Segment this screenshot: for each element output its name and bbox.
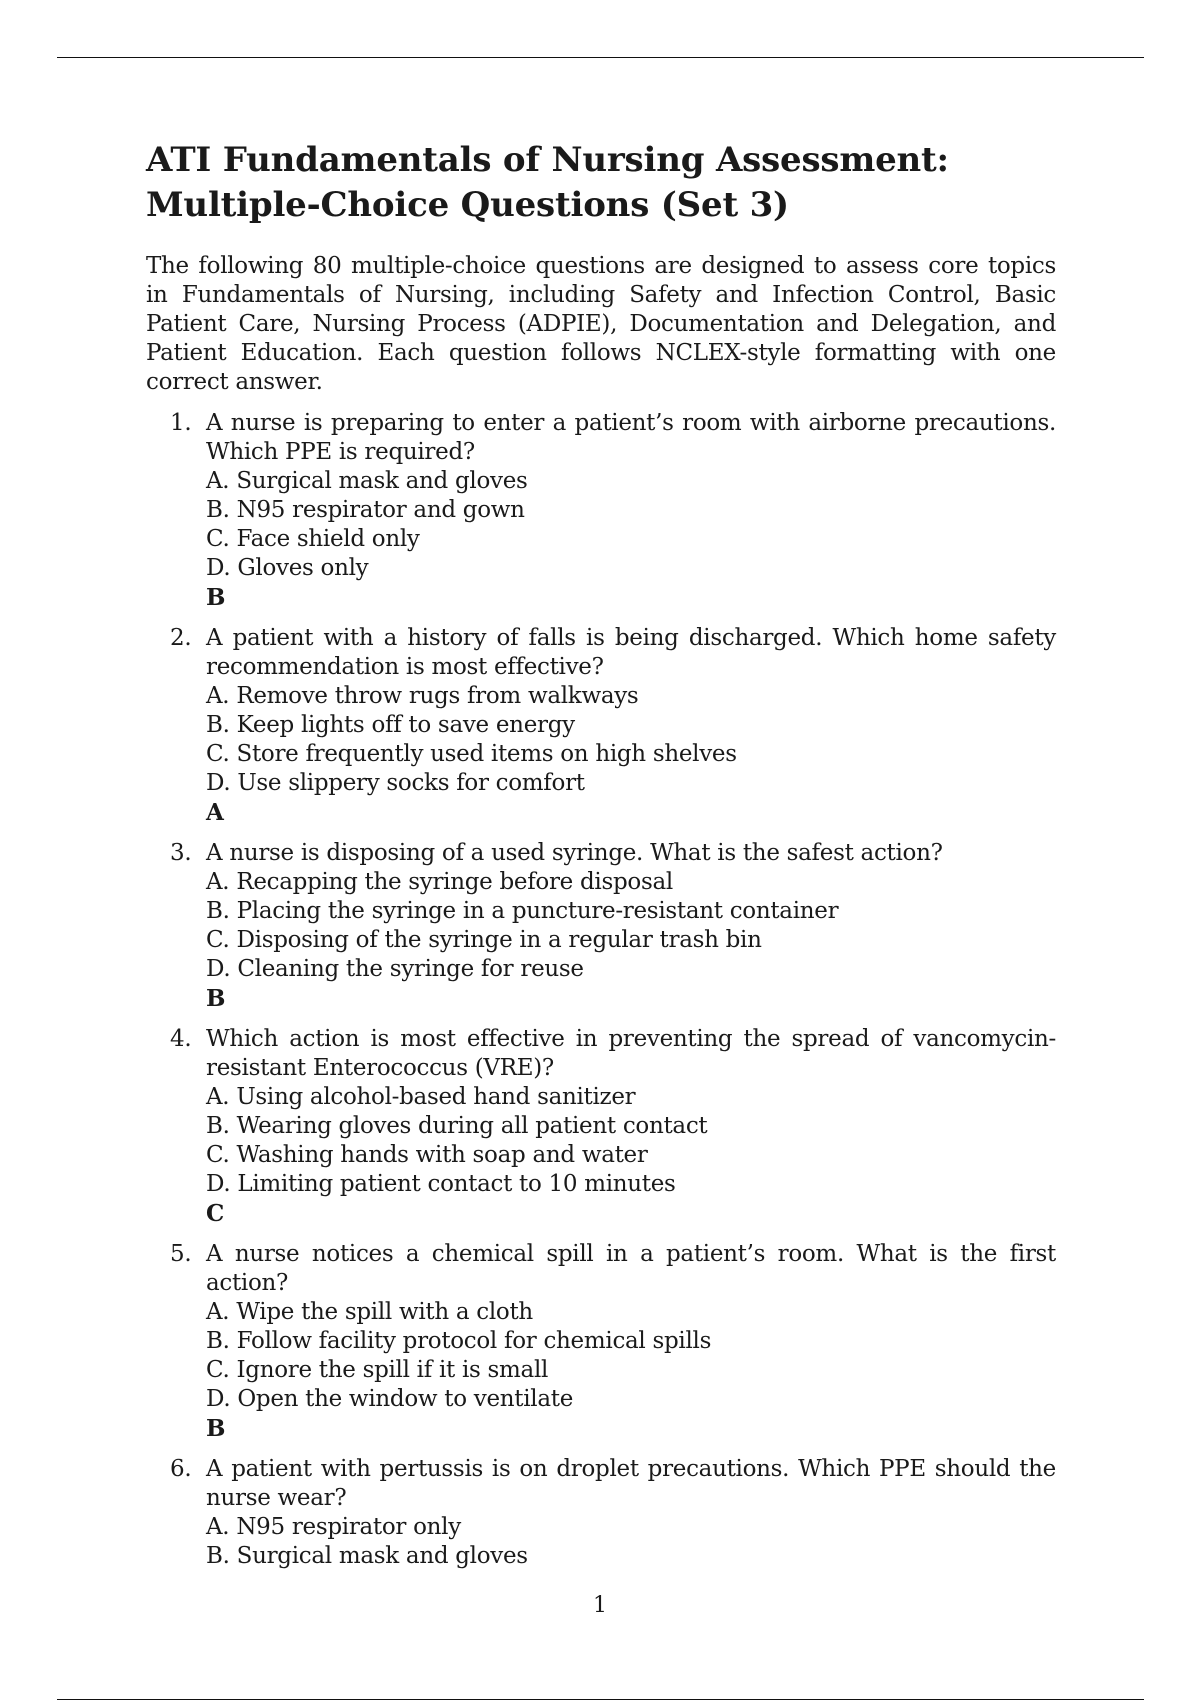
option-d: D. Use slippery socks for comfort — [206, 770, 585, 796]
question-number: 4. — [170, 1026, 192, 1052]
document-title: ATI Fundamentals of Nursing Assessment: Multiple-Choice Questions (Set 3) — [146, 140, 949, 225]
answer-key: A — [206, 799, 224, 826]
option-b: B. Wearing gloves during all patient contact — [206, 1113, 708, 1139]
answer-key: B — [206, 985, 226, 1012]
option-a: A. Remove throw rugs from walkways — [206, 683, 639, 709]
option-d: D. Cleaning the syringe for reuse — [206, 956, 584, 982]
question-text: A nurse is disposing of a used syringe. What is the safest action? — [206, 840, 943, 866]
question-number: 2. — [170, 625, 192, 651]
answer-key: C — [206, 1200, 225, 1227]
question-item — [146, 409, 1056, 612]
question-item — [146, 624, 1056, 827]
top-rule — [57, 57, 1144, 58]
option-c: C. Ignore the spill if it is small — [206, 1357, 549, 1383]
answer-key: B — [206, 1415, 226, 1442]
question-number: 3. — [170, 840, 192, 866]
intro-paragraph: The following 80 multiple-choice questions are designed to assess core topics in Fundamentals of Nursing, including Safety and Infection Control, Basic Patient Care, Nursing Process (ADPIE), Documentation and Delegation, and Patient Education. Each question follows NCLEX-style formatting with one correct answer. — [146, 253, 1056, 395]
option-d: D. Gloves only — [206, 555, 369, 581]
page-number: 1 — [593, 1593, 607, 1618]
option-d: D. Limiting patient contact to 10 minutes — [206, 1171, 676, 1197]
option-a: A. Surgical mask and gloves — [206, 468, 528, 494]
question-item — [146, 1025, 1056, 1228]
option-c: C. Face shield only — [206, 526, 420, 552]
question-item — [146, 1240, 1056, 1443]
question-text: A patient with pertussis is on droplet precautions. Which PPE should the nurse wear? — [206, 1456, 1056, 1511]
option-b: B. Follow facility protocol for chemical spills — [206, 1328, 712, 1354]
option-b: B. N95 respirator and gown — [206, 497, 525, 523]
question-text: A nurse is preparing to enter a patient’s room with airborne precautions. Which PPE is required? — [206, 410, 1056, 465]
question-text: A nurse notices a chemical spill in a patient’s room. What is the first action? — [206, 1241, 1056, 1296]
option-c: C. Washing hands with soap and water — [206, 1142, 648, 1168]
question-text: Which action is most effective in preventing the spread of vancomycin-resistant Enterococcus (VRE)? — [206, 1026, 1056, 1081]
question-text: A patient with a history of falls is being discharged. Which home safety recommendation is most effective? — [206, 625, 1056, 680]
option-b: B. Surgical mask and gloves — [206, 1543, 528, 1569]
answer-key: B — [206, 584, 226, 611]
option-a: A. Using alcohol-based hand sanitizer — [206, 1084, 636, 1110]
option-a: A. N95 respirator only — [206, 1514, 461, 1540]
option-b: B. Placing the syringe in a puncture-resistant container — [206, 898, 839, 924]
option-c: C. Store frequently used items on high shelves — [206, 741, 737, 767]
question-number: 5. — [170, 1241, 192, 1267]
option-c: C. Disposing of the syringe in a regular trash bin — [206, 927, 762, 953]
question-number: 1. — [170, 410, 192, 436]
option-b: B. Keep lights off to save energy — [206, 712, 575, 738]
document-content — [146, 138, 1056, 1583]
question-item — [146, 839, 1056, 1013]
option-d: D. Open the window to ventilate — [206, 1386, 573, 1412]
option-a: A. Wipe the spill with a cloth — [206, 1299, 533, 1325]
question-item — [146, 1455, 1056, 1571]
option-a: A. Recapping the syringe before disposal — [206, 869, 673, 895]
question-list — [146, 409, 1056, 1571]
question-number: 6. — [170, 1456, 192, 1482]
